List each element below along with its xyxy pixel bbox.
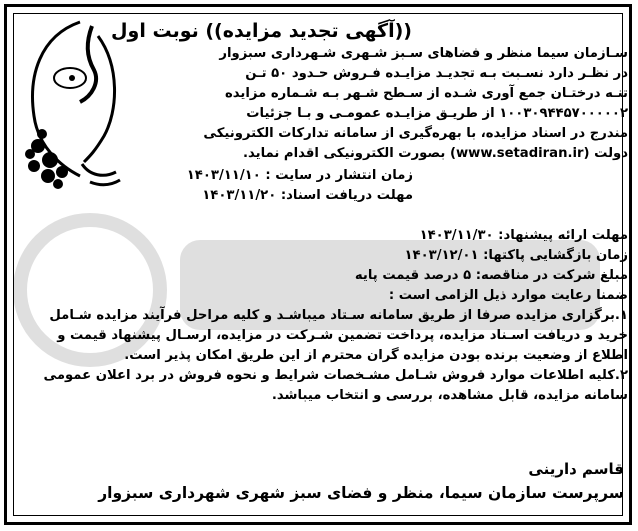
signature-title: سرپرست سازمان سیما، منظر و فضای سبز شهری شهرداری سبزوار xyxy=(98,484,624,502)
body-line: مندرج در اسناد مزایده، با بهره‌گیری از سامانه تدارکات الکترونیکی xyxy=(203,126,628,141)
dates-bottom xyxy=(355,226,628,306)
conditions-heading: ضمنا رعایت موارد ذیل الزامی است : xyxy=(388,288,628,303)
notice-body xyxy=(203,44,628,164)
condition-line: اطلاع از وضعیت برنده بودن مزایده گران محترم از این طریق امکان پذیر است. xyxy=(124,348,628,363)
participation-fee: مبلغ شرکت در مناقصه: ۵ درصد قیمت پایه xyxy=(354,268,628,283)
proposal-deadline: مهلت ارائه پیشنهاد: ۱۴۰۳/۱۱/۳۰ xyxy=(419,228,628,243)
opening-date: زمان بازگشایی پاکتها: ۱۴۰۳/۱۲/۰۱ xyxy=(404,248,628,263)
condition-line: ۲.کلیه اطلاعات موارد فروش شـامل مشـخصات شرایط و نحوه فروش در برد اعلان عمومی xyxy=(43,368,628,383)
dates-top xyxy=(187,166,413,206)
condition-line: سامانه مزایده، قابل مشاهده، بررسی و انتخاب میباشد. xyxy=(271,388,628,403)
body-line: دولت (www.setadiran.ir) بصورت الکترونیکی اقدام نماید. xyxy=(242,146,628,161)
body-line: ۱۰۰۳۰۹۴۴۵۷۰۰۰۰۰۲ از طریـق مزایـده عمومـی و بـا جزئیات xyxy=(246,106,628,121)
publish-date: زمان انتشار در سایت : ۱۴۰۳/۱۱/۱۰ xyxy=(186,168,413,183)
body-line: تنـه درختـان جمع آوری شـده از سـطح شـهر بـه شـماره مزایده xyxy=(224,86,628,101)
notice-title: ((آگهی تجدید مزایده)) نوبت اول xyxy=(111,20,412,42)
signature-name: قاسم دارینی xyxy=(528,460,624,478)
conditions-list xyxy=(44,306,628,406)
organization-logo xyxy=(20,16,132,194)
condition-line: ۱.برگزاری مزایده صرفا از طریق سامانه سـتاد میباشـد و کلیه مراحل فرآیند مزایده شـامل xyxy=(49,308,628,323)
condition-line: خرید و دریافت اسـناد مزایده، پرداخت تضمین شـرکت در مزایده، ارسـال پیشنهاد قیمت و xyxy=(57,328,628,343)
documents-deadline: مهلت دریافت اسناد: ۱۴۰۳/۱۱/۲۰ xyxy=(202,188,413,203)
body-line: سـازمان سیما منظر و فضاهای سـبز شـهری شـهرداری سبزوار xyxy=(219,46,628,61)
body-line: در نظـر دارد نسـبت بـه تجدیـد مزایـده فـروش حـدود ۵۰ تـن xyxy=(245,66,628,81)
